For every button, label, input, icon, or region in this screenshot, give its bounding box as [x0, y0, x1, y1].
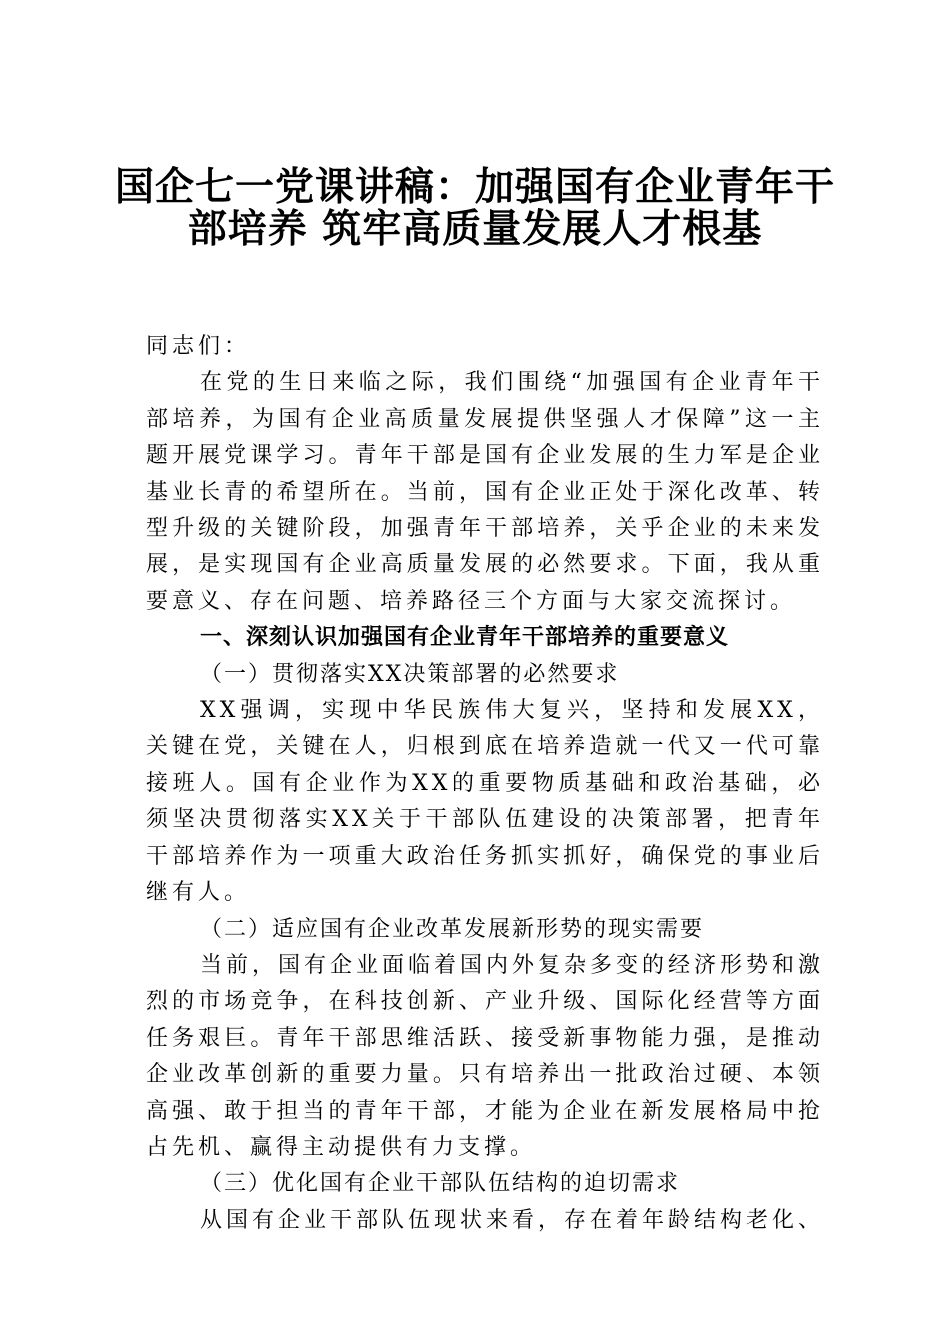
subsection-2-heading: （二）适应国有企业改革发展新形势的现实需要	[200, 916, 705, 942]
subsection-2-paragraph: 当前，国有企业面临着国内外复杂多变的经济形势和激烈的市场竞争，在科技创新、产业升级、国际化经营等方面任务艰巨。青年干部思维活跃、接受新事物能力强，是推动企业改革创新的重要力量。只有培养出一批政治过硬、本领高强、敢于担当的青年干部，才能为企业在新发展格局中抢占先机、赢得主动提供有力支撑。	[146, 952, 825, 1160]
document-title-line-2: 部培养 筑牢高质量发展人才根基	[187, 207, 763, 252]
subsection-1-paragraph: XX强调，实现中华民族伟大复兴，坚持和发展XX，关键在党，关键在人，归根到底在培养造就一代又一代可靠接班人。国有企业作为XX的重要物质基础和政治基础，必须坚决贯彻落实XX关于干部队伍建设的决策部署，把青年干部培养作为一项重大政治任务抓实抓好，确保党的事业后继有人。	[146, 698, 824, 906]
section-1-heading: 一、深刻认识加强国有企业青年干部培养的重要意义	[200, 625, 730, 651]
document-body	[146, 329, 824, 1239]
document-title-line-1: 国企七一党课讲稿：加强国有企业青年干	[114, 165, 835, 210]
salutation: 同志们：	[146, 334, 251, 359]
intro-paragraph: 在党的生日来临之际，我们围绕“加强国有企业青年干部培养，为国有企业高质量发展提供坚强人才保障”这一主题开展党课学习。青年干部是国有企业发展的生力军是企业基业长青的希望所在。当前，国有企业正处于深化改革、转型升级的关键阶段，加强青年干部培养，关乎企业的未来发展，是实现国有企业高质量发展的必然要求。下面，我从重要意义、存在问题、培养路径三个方面与大家交流探讨。	[146, 370, 824, 614]
subsection-3-heading: （三）优化国有企业干部队伍结构的迫切需求	[200, 1171, 681, 1197]
subsection-3-paragraph: 从国有企业干部队伍现状来看，存在着年龄结构老化、	[200, 1207, 825, 1233]
subsection-1-heading: （一）贯彻落实XX决策部署的必然要求	[200, 661, 620, 687]
